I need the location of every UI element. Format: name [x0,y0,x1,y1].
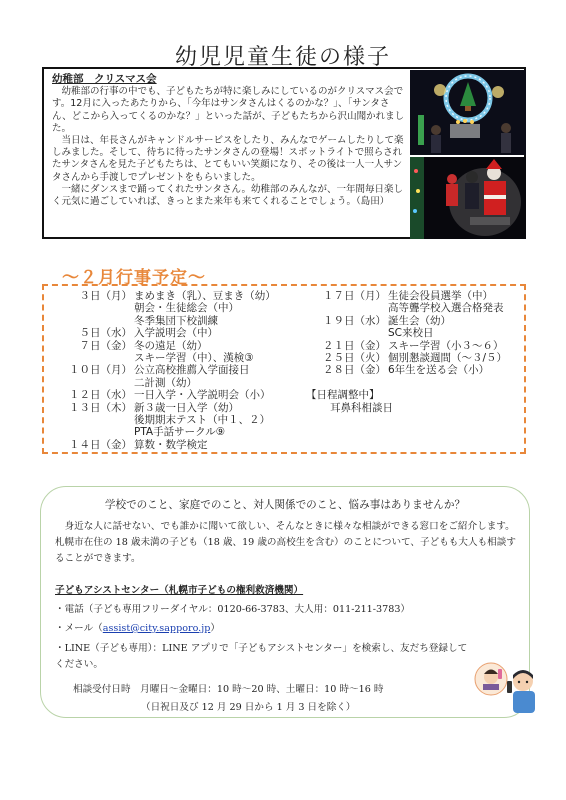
schedule-row [48,402,298,414]
schedule-note-item: 耳鼻科相談日 [330,401,393,414]
schedule-date: ２８日（金） [323,364,386,377]
schedule-date: ２５日（火） [323,352,386,365]
schedule-event: SC来校日 [388,327,434,340]
schedule-event: 冬の遠足（幼） [134,339,208,352]
schedule-title: ～２月行事予定～ [62,268,206,288]
article-paragraph: 幼稚部の行事の中でも、子どもたちが特に楽しみにしているのがクリスマス会です。12月に入ったあたりから、「今年はサンタさんはくるのかな？」、「サンタさん、どこから入ってくるのかな？」といった話が、子どもたちから沢山聞かれました。 [52,86,405,134]
schedule-event: 二計測（幼） [134,376,197,389]
consult-mail-prefix: ・メール（ [55,623,103,634]
santa-photo [410,157,526,239]
schedule-row [48,315,298,327]
schedule-row [306,352,526,364]
schedule-right-column [306,290,526,414]
schedule-event: 後期期末テスト（中１、２） [134,414,271,427]
consult-mail-line [55,621,515,637]
email-link[interactable]: assist@city.sapporo.jp [102,623,211,634]
consult-phone: ・電話（子ども専用フリーダイヤル：0120-66-3783、大人用：011-211-3783） [55,604,411,615]
schedule-event: 公立高校推薦入学面接日 [134,364,250,377]
article-paragraph: 一緒にダンスまで踊ってくれたサンタさん。幼稚部のみんなが、一年間毎日楽しく元気に過ごしていれば、きっとまた来年も来てくれることでしょう。（島田） [52,183,404,208]
schedule-event: 誕生会（幼） [388,314,451,327]
schedule-event: 冬季集団下校訓練 [134,314,218,327]
schedule-event: 入学説明会（中） [134,327,218,340]
schedule-row [48,327,298,339]
consult-hours: 相談受付日時 月曜日～金曜日：10 時～20 時、土曜日：10 時～16 時 [73,684,384,695]
article-text [52,73,406,208]
schedule-row [306,315,526,327]
christmas-tree-photo [410,70,526,155]
schedule-row [306,364,526,376]
schedule-date: １３日（木） [69,401,132,414]
schedule-date [48,426,134,438]
schedule-date [48,315,134,327]
schedule-event: 生徒会役員選挙（中） [388,290,493,302]
schedule-note-title: 【日程調整中】 [306,389,380,402]
schedule-row [48,290,298,302]
phone-call-illustration [473,655,545,720]
schedule-row [306,340,526,352]
consult-question: 学校でのこと、家庭でのこと、対人関係でのこと、悩み事はありませんか？ [104,499,466,511]
schedule-date [48,414,134,426]
schedule-row [48,414,298,426]
schedule-row [48,377,298,389]
schedule-date [306,327,388,339]
schedule-row [306,327,526,339]
schedule-event: 朝会・生徒総会（中） [134,302,239,315]
schedule-date: ３日（月） [79,290,132,302]
schedule-row [48,352,298,364]
article-paragraph: 当日は、年長さんがキャンドルサービスをしたり、みんなでゲームしたりして楽しみました。そして、待ちに待ったサンタさんの登場！スポットライトで照らされたサンタさんを見た子どもたちは、とてもいい笑顔になり、その後は一人一人サンタさんから手渡しでプレゼントをもらいました。 [52,135,404,183]
consultation-box [40,486,530,718]
schedule-event: スキー学習（小３～６） [388,339,504,352]
schedule-event: 一日入学・入学説明会（小） [134,389,271,402]
article-body [52,86,406,208]
schedule-date [48,352,134,364]
schedule-date [306,302,388,314]
schedule-box [42,284,526,454]
article-heading: 幼稚部 クリスマス会 [52,73,157,85]
consult-holidays: （日祝日及び 12 月 29 日から 1 月 3 日を除く） [141,702,356,713]
schedule-date: ７日（金） [79,339,132,352]
schedule-date: １０日（月） [69,364,132,377]
schedule-date: １７日（月） [323,290,386,302]
schedule-row [48,439,298,451]
consult-intro: 身近な人に話せない、でも誰かに聞いて欲しい、そんなときに様々な相談ができる窓口をご紹介します。札幌市在住の 18 歳未満の子ども（18 歳、19 歳の高校生を含む）のことについて、子どもも大人も相談することができます。 [55,521,516,564]
schedule-row [306,290,526,302]
schedule-event: スキー学習（中）、漢検③ [134,352,254,365]
schedule-row [48,389,298,401]
page-title: 幼児児童生徒の様子 [174,45,391,70]
schedule-row [48,364,298,376]
schedule-row [48,426,298,438]
schedule-event: 個別懇談週間（～３/５） [388,352,508,365]
schedule-row [306,302,526,314]
christmas-article [42,67,526,239]
schedule-row [48,302,298,314]
schedule-date: １４日（金） [69,438,132,451]
schedule-date [48,377,134,389]
schedule-row [48,340,298,352]
schedule-event: PTA手話サークル⑨ [134,426,226,439]
schedule-date: ５日（水） [79,327,132,340]
schedule-event: 算数・数学検定 [134,438,208,451]
consult-center-name: 子どもアシストセンター（札幌市子どもの権利救済機関） [55,585,304,596]
schedule-left-column [48,290,298,451]
schedule-event: 6年生を送る会（小） [388,364,490,377]
schedule-date: １２日（水） [69,389,132,402]
schedule-event: まめまき（乳）、豆まき（幼） [134,290,276,302]
schedule-event: 新３歳一日入学（幼） [134,401,239,414]
consult-mail-suffix: ） [210,623,220,634]
schedule-date: ２１日（金） [323,339,386,352]
consult-line: ・LINE（子ども専用）：LINE アプリで「子どもアシストセンター」を検索し、友だち登録してください。 [55,643,468,670]
schedule-event: 高等聾学校入選合格発表 [388,302,504,315]
schedule-date: １９日（水） [323,314,386,327]
schedule-date [48,302,134,314]
